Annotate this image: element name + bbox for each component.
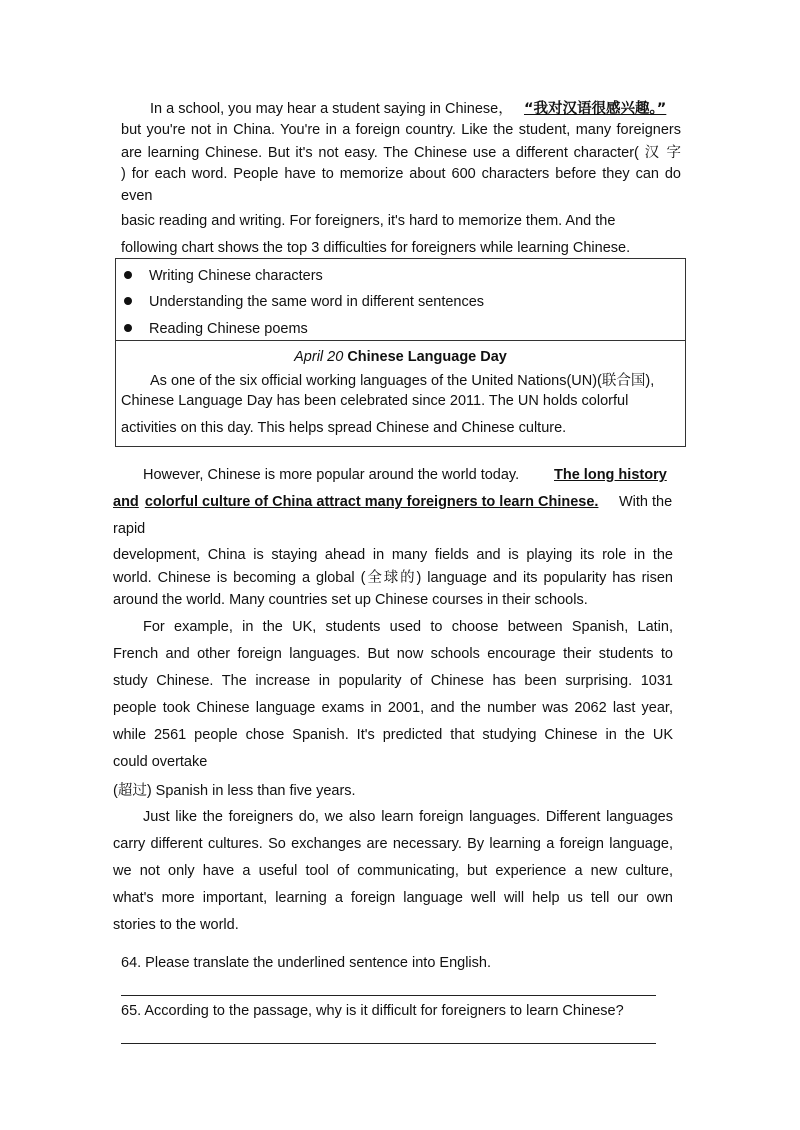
difficulty-item-2: Understanding the same word in different sentences [149, 294, 485, 310]
p4-line-3: we not only have a useful tool of communicating, but experience a new culture, [113, 863, 673, 879]
bullet-icon [124, 271, 132, 279]
p2-line-1-text: However, Chinese is more popular around the world today. [143, 467, 520, 483]
p2-line-3: rapid [113, 521, 146, 537]
p3-line-7: (超过) Spanish in less than five years. [113, 783, 356, 799]
p2-line-4: development, China is staying ahead in many fields and is playing its role in the [113, 547, 673, 563]
answer-line-64[interactable] [121, 995, 656, 996]
p4-line-2: carry different cultures. So exchanges are necessary. By learning a foreign language, [113, 836, 673, 852]
answer-line-65[interactable] [121, 1043, 656, 1044]
p2-line-2-tail: With the [619, 494, 673, 510]
language-day-line-2: Chinese Language Day has been celebrated since 2011. The UN holds colorful [121, 393, 629, 409]
question-65: 65. According to the passage, why is it difficult for foreigners to learn Chinese? [121, 1003, 624, 1019]
question-64: 64. Please translate the underlined sentence into English. [121, 955, 491, 971]
p2-line-1 [143, 466, 519, 484]
difficulty-item-3: Reading Chinese poems [149, 321, 308, 337]
p1-line-1-text: In a school, you may hear a student saying in Chinese， [150, 101, 513, 117]
language-day-title: Chinese Language Day [347, 349, 507, 365]
p3-line-2: French and other foreign languages. But now schools encourage their students to [113, 646, 673, 662]
p3-line-5: while 2561 people chose Spanish. It's predicted that studying Chinese in the UK [113, 727, 673, 743]
language-day-heading [115, 348, 686, 366]
p1-line-7: following chart shows the top 3 difficulties for foreigners while learning Chinese. [121, 240, 631, 256]
difficulty-item-1: Writing Chinese characters [149, 268, 323, 284]
p1-line-5: even [121, 188, 153, 204]
p1-line-1 [150, 100, 513, 118]
p2-line-5: world. Chinese is becoming a global (全球的) language and its popularity has risen [113, 570, 673, 586]
underlined-sentence-part-2: and [113, 494, 139, 510]
p4-line-1: Just like the foreigners do, we also learn foreign languages. Different languages [143, 809, 673, 825]
p3-line-1: For example, in the UK, students used to choose between Spanish, Latin, [143, 619, 673, 635]
p1-line-3: are learning Chinese. But it's not easy. The Chinese use a different character( 汉 字 [121, 145, 681, 161]
bullet-icon [124, 297, 132, 305]
language-day-line-3: activities on this day. This helps spread Chinese and Chinese culture. [121, 420, 567, 436]
underlined-sentence-part-3: colorful culture of China attract many foreigners to learn Chinese. [144, 494, 599, 510]
p3-line-3: study Chinese. The increase in popularity of Chinese has been surprising. 1031 [113, 673, 673, 689]
p3-line-4: people took Chinese language exams in 2001, and the number was 2062 last year, [113, 700, 673, 716]
p2-line-6: around the world. Many countries set up Chinese courses in their schools. [113, 592, 588, 608]
p1-line-2: but you're not in China. You're in a foreign country. Like the student, many foreigners [121, 122, 681, 138]
p1-line-4: ) for each word. People have to memorize about 600 characters before they can do [121, 166, 681, 182]
language-day-line-1: As one of the six official working languages of the United Nations(UN)(联合国), [150, 373, 655, 389]
language-day-date: April 20 [294, 349, 344, 365]
bullet-icon [124, 324, 132, 332]
p3-line-6: could overtake [113, 754, 208, 770]
p4-line-4: what's more important, learning a foreign language well will help us tell our own [113, 890, 673, 906]
chinese-quote: “我对汉语很感兴趣。” [524, 101, 667, 117]
p4-line-5: stories to the world. [113, 917, 239, 933]
p2-line-2 [113, 493, 598, 511]
underlined-sentence-part-1: The long history [554, 467, 667, 483]
p1-line-6: basic reading and writing. For foreigners, it's hard to memorize them. And the [121, 213, 616, 229]
